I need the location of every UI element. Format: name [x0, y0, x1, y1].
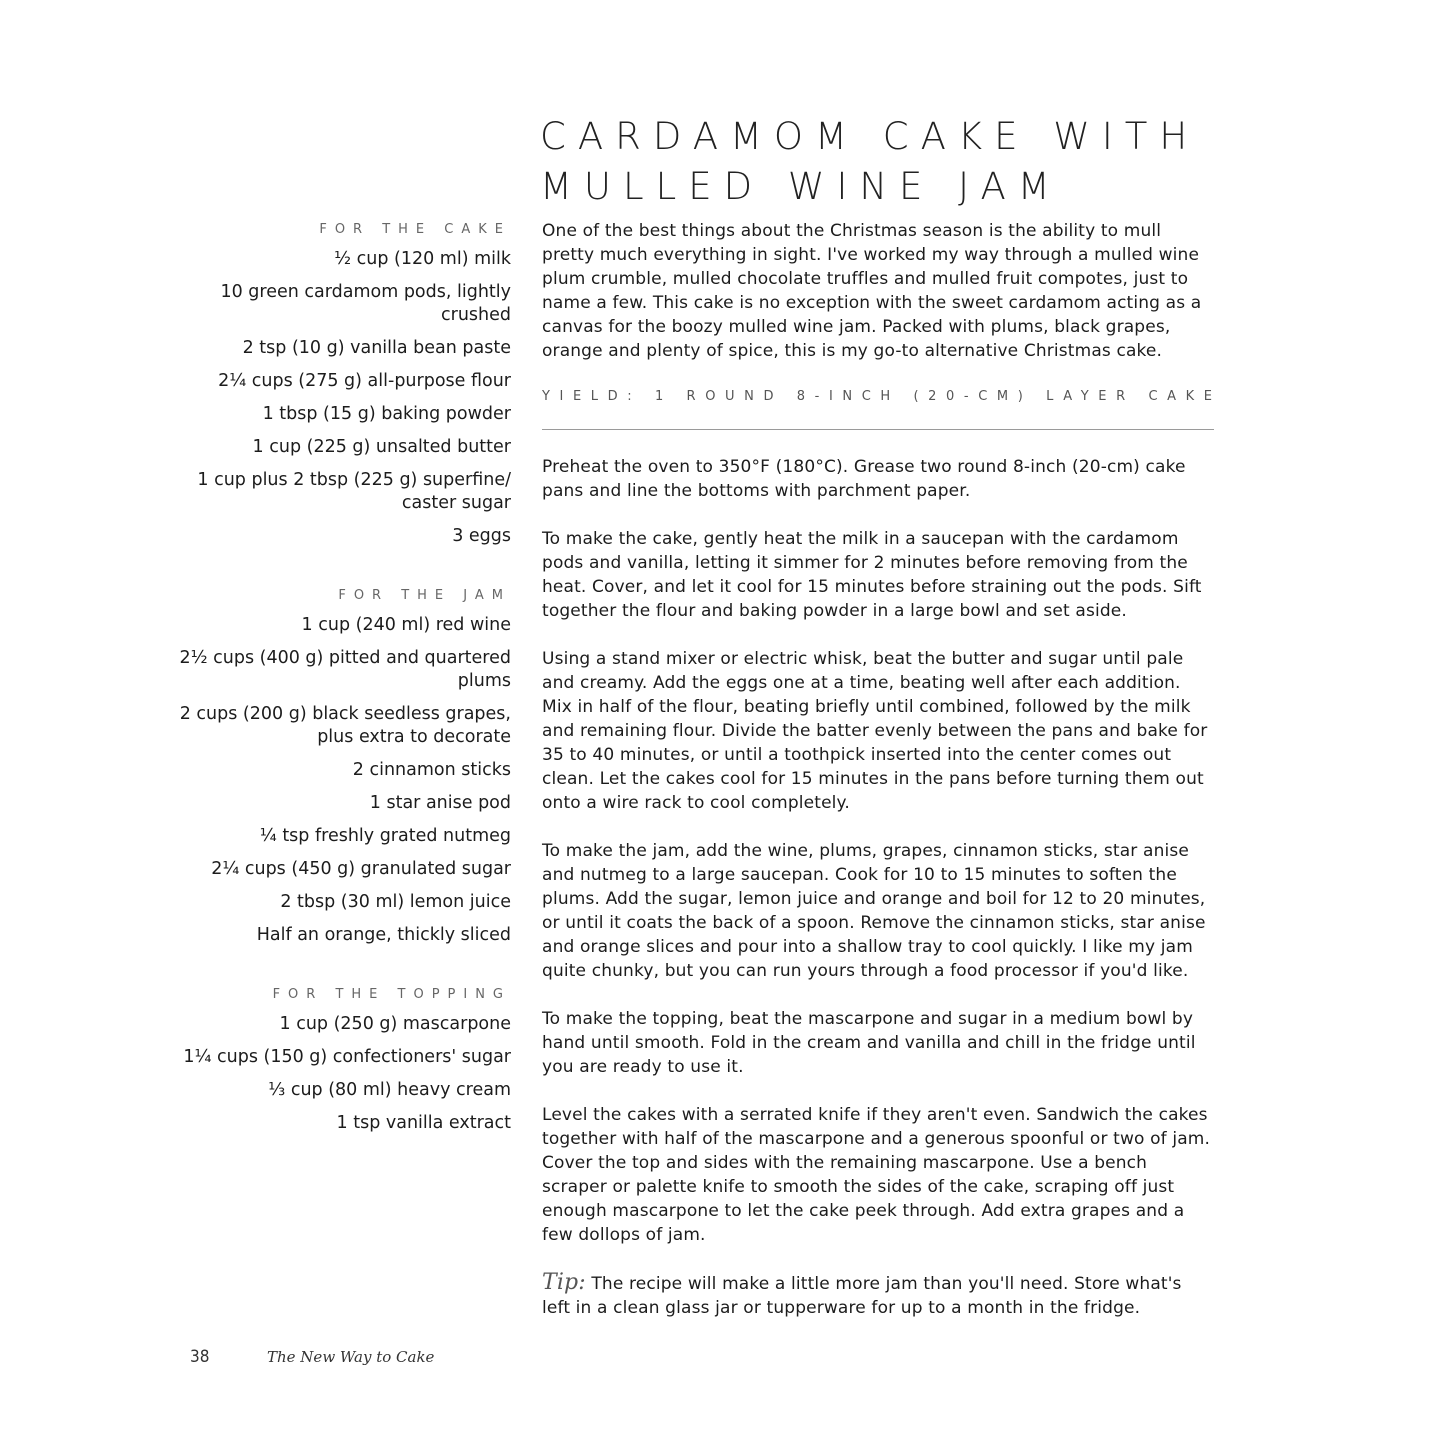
ingredient-item: 1¼ cups (150 g) confectioners' sugar: [183, 1047, 511, 1067]
ingredient-item: 1 cup (250 g) mascarpone: [279, 1014, 511, 1034]
ingredient-item: 10 green cardamom pods, lightly crushed: [220, 282, 511, 325]
ingredient-item: 1 star anise pod: [369, 793, 511, 813]
cake-section-label: FOR THE CAKE: [319, 222, 511, 237]
ingredient-item: ⅓ cup (80 ml) heavy cream: [268, 1080, 511, 1100]
method-step: Using a stand mixer or electric whisk, beat the butter and sugar until pale and creamy. Add the eggs one at a time, beating well after each addition. Mix in half of the flour, beating briefly until combined, followed by the milk and remaining flour. Divide the batter evenly between the pans and bake for 35 to 40 minutes, or until a toothpick inserted into the center comes out clean. Let the cakes cool for 15 minutes in the pans before turning them out onto a wire rack to cool completely.: [542, 649, 1208, 813]
ingredient-item: 2 cinnamon sticks: [352, 760, 511, 780]
method-step: To make the jam, add the wine, plums, grapes, cinnamon sticks, star anise and nutmeg to a large saucepan. Cook for 10 to 15 minutes to soften the plums. Add the sugar, lemon juice and orange and boil for 12 to 20 minutes, or until it coats the back of a spoon. Remove the cinnamon sticks, star anise and orange slices and pour into a shallow tray to cool quickly. I like my jam quite chunky, but you can run yours through a food processor if you'd like.: [542, 841, 1206, 981]
method-step: Preheat the oven to 350°F (180°C). Grease two round 8-inch (20-cm) cake pans and line the bottoms with parchment paper.: [542, 457, 1186, 501]
page-number: 38: [190, 1347, 210, 1367]
ingredient-item: Half an orange, thickly sliced: [256, 925, 511, 945]
title-line-1: CARDAMOM CAKE WITH: [540, 115, 1200, 158]
ingredient-item: 3 eggs: [452, 526, 511, 546]
method-step: To make the topping, beat the mascarpone and sugar in a medium bowl by hand until smooth. Fold in the cream and vanilla and chill in the fridge until you are ready to use it.: [542, 1009, 1196, 1077]
ingredient-item: 2½ cups (400 g) pitted and quartered plums: [179, 648, 511, 691]
tip-label: Tip:: [542, 1270, 586, 1295]
ingredient-item: 2 tbsp (30 ml) lemon juice: [280, 892, 511, 912]
method-step: Level the cakes with a serrated knife if they aren't even. Sandwich the cakes together with half of the mascarpone and a generous spoonful or two of jam. Cover the top and sides with the remaining mascarpone. Use a bench scraper or palette knife to smooth the sides of the cake, scraping off just enough mascarpone to let the cake peek through. Add extra grapes and a few dollops of jam.: [542, 1105, 1211, 1245]
ingredient-item: ½ cup (120 ml) milk: [334, 249, 511, 269]
ingredient-item: 2¼ cups (275 g) all-purpose flour: [218, 371, 511, 391]
ingredient-item: 1 cup (240 ml) red wine: [301, 615, 511, 635]
method-column: [542, 219, 1222, 1320]
title-line-2: MULLED WINE JAM: [540, 165, 1062, 208]
intro-paragraph: One of the best things about the Christmas season is the ability to mull pretty much everything in sight. I've worked my way through a mulled wine plum crumble, mulled chocolate truffles and mulled fruit compotes, just to name a few. This cake is no exception with the sweet cardamom acting as a canvas for the boozy mulled wine jam. Packed with plums, black grapes, orange and plenty of spice, this is my go-to alternative Christmas cake.: [542, 221, 1202, 361]
topping-section-label: FOR THE TOPPING: [272, 987, 511, 1002]
ingredient-item: ¼ tsp freshly grated nutmeg: [259, 826, 511, 846]
ingredient-item: 2 tsp (10 g) vanilla bean paste: [242, 338, 511, 358]
ingredient-item: 2¼ cups (450 g) granulated sugar: [211, 859, 511, 879]
divider: [542, 429, 1214, 430]
ingredient-item: 1 tbsp (15 g) baking powder: [262, 404, 511, 424]
book-title: The New Way to Cake: [267, 1348, 435, 1366]
tip-text: The recipe will make a little more jam than you'll need. Store what's left in a clean glass jar or tupperware for up to a month in the fridge.: [542, 1274, 1182, 1318]
ingredient-item: 1 cup (225 g) unsalted butter: [252, 437, 511, 457]
tip-paragraph: [542, 1271, 1214, 1320]
method-step: To make the cake, gently heat the milk in a saucepan with the cardamom pods and vanilla, letting it simmer for 2 minutes before removing from the heat. Cover, and let it cool for 15 minutes before straining out the pods. Sift together the flour and baking powder in a large bowl and set aside.: [542, 529, 1202, 621]
ingredient-item: 1 tsp vanilla extract: [336, 1113, 511, 1133]
jam-section-label: FOR THE JAM: [338, 588, 511, 603]
yield-line: YIELD: 1 ROUND 8-INCH (20-CM) LAYER CAKE: [542, 389, 1222, 404]
ingredient-item: 1 cup plus 2 tbsp (225 g) superfine/ caster sugar: [197, 470, 511, 513]
ingredient-item: 2 cups (200 g) black seedless grapes, plus extra to decorate: [179, 704, 511, 747]
ingredients-column: [160, 222, 511, 1145]
recipe-title: [540, 112, 1400, 212]
